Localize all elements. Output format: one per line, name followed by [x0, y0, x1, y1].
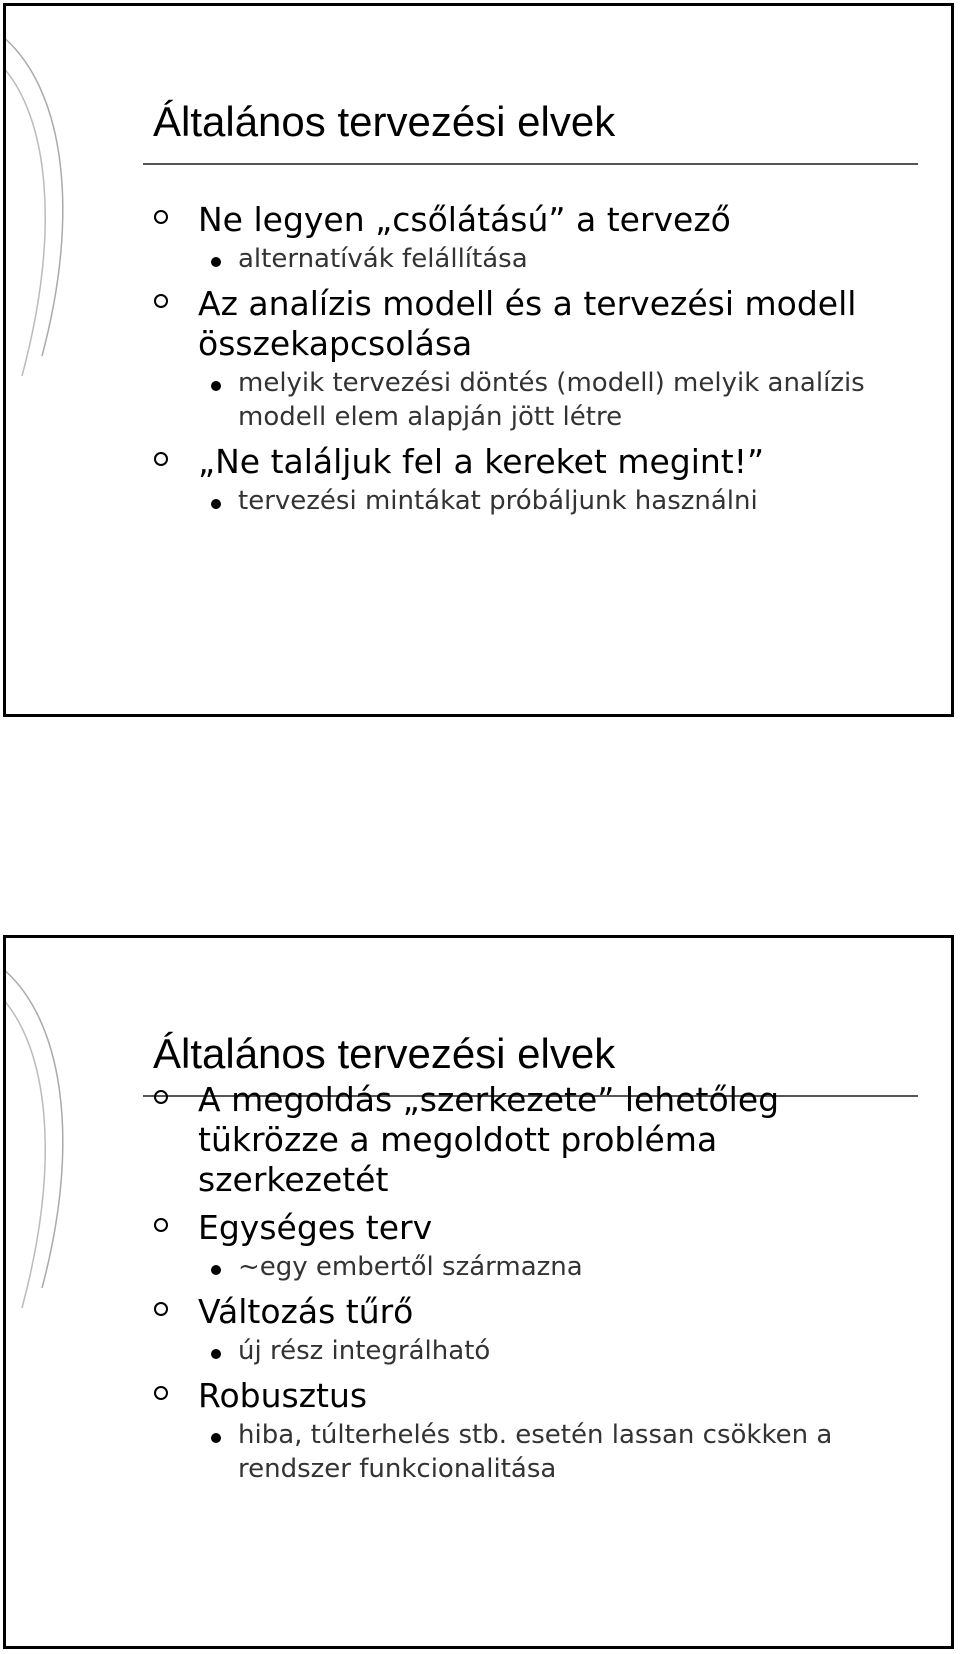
- slide-title: Általános tervezési elvek: [153, 98, 616, 145]
- sub-list-item: alternatívák felállítása: [146, 242, 916, 276]
- list-item: Robusztus: [146, 1376, 916, 1416]
- decorative-arcs: [3, 938, 92, 1318]
- decorative-arcs: [3, 6, 92, 386]
- bullet-list: [146, 1074, 916, 1486]
- hollow-bullet-icon: [154, 1386, 168, 1400]
- filled-bullet-icon: [211, 1265, 221, 1275]
- hollow-bullet-icon: [154, 1302, 168, 1316]
- filled-bullet-icon: [211, 499, 221, 509]
- hollow-bullet-icon: [154, 210, 168, 224]
- filled-bullet-icon: [211, 257, 221, 267]
- list-item: „Ne találjuk fel a kereket megint!”: [146, 442, 916, 482]
- filled-bullet-icon: [211, 1349, 221, 1359]
- hollow-bullet-icon: [154, 294, 168, 308]
- list-item: A megoldás „szerkezete” lehetőleg tükrözze a megoldott probléma szerkezetét: [146, 1080, 916, 1200]
- hollow-bullet-icon: [154, 1218, 168, 1232]
- slide-2: [3, 935, 954, 1649]
- bullet-list: [146, 194, 916, 518]
- sub-list-item: hiba, túlterhelés stb. esetén lassan csökken a rendszer funkcionalitása: [146, 1418, 916, 1486]
- list-item: Ne legyen „csőlátású” a tervező: [146, 200, 916, 240]
- list-item: Változás tűrő: [146, 1292, 916, 1332]
- slide-title: Általános tervezési elvek: [153, 1030, 616, 1077]
- filled-bullet-icon: [211, 1433, 221, 1443]
- list-item: Egységes terv: [146, 1208, 916, 1248]
- sub-list-item: tervezési mintákat próbáljunk használni: [146, 484, 916, 518]
- list-item: Az analízis modell és a tervezési modell összekapcsolása: [146, 284, 916, 364]
- sub-list-item: melyik tervezési döntés (modell) melyik analízis modell elem alapján jött létre: [146, 366, 916, 434]
- slide-1: [3, 3, 954, 717]
- sub-list-item: új rész integrálható: [146, 1334, 916, 1368]
- hollow-bullet-icon: [154, 1090, 168, 1104]
- filled-bullet-icon: [211, 381, 221, 391]
- hollow-bullet-icon: [154, 452, 168, 466]
- title-divider: [143, 163, 918, 165]
- sub-list-item: ~egy embertől származna: [146, 1250, 916, 1284]
